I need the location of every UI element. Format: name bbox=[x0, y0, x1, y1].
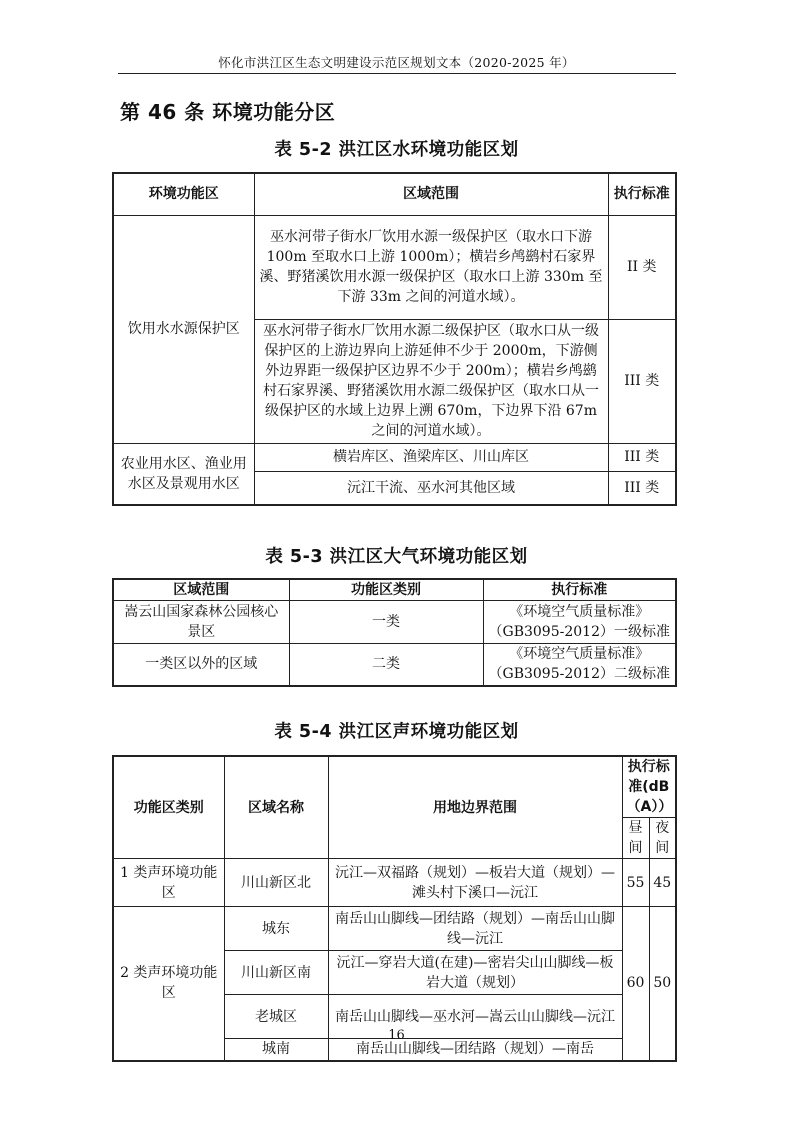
boundary-cell: 沅江—穿岩大道(在建)—密岩尖山山脚线—板岩大道（规划） bbox=[328, 951, 622, 995]
area-cell: 川山新区北 bbox=[224, 859, 328, 907]
night-value-cell: 50 bbox=[649, 907, 676, 1061]
standard-cell: III 类 bbox=[608, 443, 676, 471]
area-cell: 川山新区南 bbox=[224, 951, 328, 995]
column-header: 用地边界范围 bbox=[328, 756, 622, 859]
table-row bbox=[113, 215, 676, 319]
area-cell: 城东 bbox=[224, 907, 328, 951]
section-title: 第 46 条 环境功能分区 bbox=[120, 100, 336, 124]
category-cell: 一类 bbox=[289, 600, 483, 643]
table-5-4-title: 表 5-4 洪江区声环境功能区划 bbox=[274, 722, 519, 742]
table-row bbox=[113, 643, 676, 686]
standard-cell: 《环境空气质量标准》（GB3095-2012）二级标准 bbox=[483, 643, 676, 686]
header-rule bbox=[118, 73, 676, 74]
column-header: 环境功能区 bbox=[113, 173, 254, 215]
column-header: 功能区类别 bbox=[289, 579, 483, 600]
boundary-cell: 沅江—双福路（规划）—板岩大道（规划）—滩头村下溪口—沅江 bbox=[328, 859, 622, 907]
table-row bbox=[113, 859, 676, 907]
table-5-3-title: 表 5-3 洪江区大气环境功能区划 bbox=[265, 547, 528, 567]
scope-cell: 一类区以外的区域 bbox=[113, 643, 289, 686]
scope-cell: 巫水河带子街水厂饮用水源一级保护区（取水口下游 100m 至取水口上游 1000m）；横岩乡鸬鹚村石家界溪、野猪溪饮用水源一级保护区（取水口上游 330m 至下游 33m 之间的河道水域）。 bbox=[254, 215, 608, 319]
scope-cell: 嵩云山国家森林公园核心景区 bbox=[113, 600, 289, 643]
area-cell: 城南 bbox=[224, 1039, 328, 1061]
water-function-table bbox=[112, 172, 677, 506]
table-row bbox=[113, 443, 676, 471]
day-value-cell: 55 bbox=[622, 859, 649, 907]
scope-cell: 巫水河带子街水厂饮用水源二级保护区（取水口从一级保护区的上游边界向上游延伸不少于 2000m，下游侧外边界距一级保护区边界不少于 200m）；横岩乡鸬鹚村石家界溪、野猪溪饮用水源二级保护区（取水口从一级保护区的水域上边界上溯 670m，下边界下沿 67m 之间的河道水域）。 bbox=[254, 319, 608, 443]
column-header: 区域范围 bbox=[113, 579, 289, 600]
noise-function-table bbox=[112, 755, 677, 1062]
standard-cell: III 类 bbox=[608, 471, 676, 505]
column-header: 执行标准(dB（A）） bbox=[622, 756, 676, 818]
page-header: 怀化市洪江区生态文明建设示范区规划文本（2020-2025 年） bbox=[218, 55, 575, 70]
category-cell: 二类 bbox=[289, 643, 483, 686]
boundary-cell: 南岳山山脚线—巫水河—嵩云山山脚线—沅江 bbox=[328, 995, 622, 1039]
column-header: 功能区类别 bbox=[113, 756, 224, 859]
table-row bbox=[113, 907, 676, 951]
day-value-cell: 60 bbox=[622, 907, 649, 1061]
area-cell: 老城区 bbox=[224, 995, 328, 1039]
column-subheader: 夜间 bbox=[649, 818, 676, 859]
night-value-cell: 45 bbox=[649, 859, 676, 907]
table-header-row bbox=[113, 756, 676, 818]
category-cell: 2 类声环境功能区 bbox=[113, 907, 224, 1061]
column-header: 区域范围 bbox=[254, 173, 608, 215]
column-header: 执行标准 bbox=[483, 579, 676, 600]
table-header-row bbox=[113, 173, 676, 215]
scope-cell: 横岩库区、渔梁库区、川山库区 bbox=[254, 443, 608, 471]
air-function-table bbox=[112, 578, 677, 687]
function-area-cell: 饮用水水源保护区 bbox=[113, 215, 254, 443]
standard-cell: 《环境空气质量标准》（GB3095-2012）一级标准 bbox=[483, 600, 676, 643]
standard-cell: II 类 bbox=[608, 215, 676, 319]
function-area-cell: 农业用水区、渔业用水区及景观用水区 bbox=[113, 443, 254, 505]
table-row bbox=[113, 600, 676, 643]
boundary-cell: 南岳山山脚线—团结路（规划）—南岳 bbox=[328, 1039, 622, 1061]
table-5-2-title: 表 5-2 洪江区水环境功能区划 bbox=[274, 140, 519, 160]
scope-cell: 沅江干流、巫水河其他区域 bbox=[254, 471, 608, 505]
table-header-row bbox=[113, 579, 676, 600]
column-subheader: 昼间 bbox=[622, 818, 649, 859]
standard-cell: III 类 bbox=[608, 319, 676, 443]
column-header: 执行标准 bbox=[608, 173, 676, 215]
column-header: 区域名称 bbox=[224, 756, 328, 859]
boundary-cell: 南岳山山脚线—团结路（规划）—南岳山山脚线—沅江 bbox=[328, 907, 622, 951]
page-number: 16 bbox=[388, 1028, 405, 1043]
category-cell: 1 类声环境功能区 bbox=[113, 859, 224, 907]
